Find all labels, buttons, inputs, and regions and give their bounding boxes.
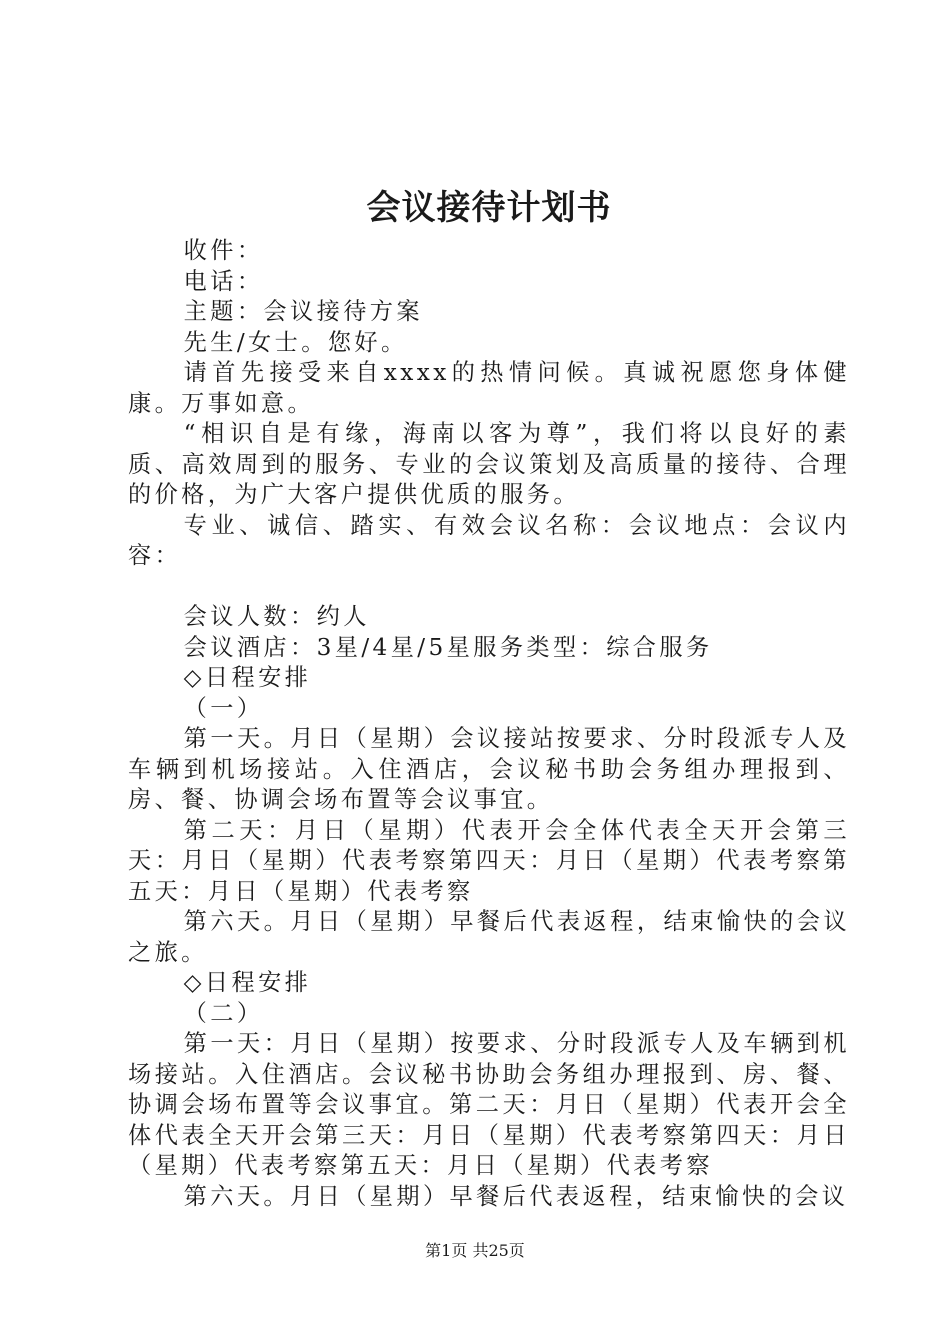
schedule-2-days-1-5: 第一天：月日（星期）按要求、分时段派专人及车辆到机场接站。入住酒店。会议秘书协助会务组办理报到、房、餐、协调会场布置等会议事宜。第二天：月日（星期）代表开会全体代表全天开会第三天：月日（星期）代表考察第四天：月日（星期）代表考察第五天：月日（星期）代表考察 (128, 1030, 850, 1179)
hotel-line: 会议酒店：3星/4星/5星服务类型：综合服务 (183, 633, 713, 661)
schedule-1-day-6: 第六天。月日（星期）早餐后代表返程，结束愉快的会议之旅。 (128, 908, 850, 966)
schedule-2-day-6: 第六天。月日（星期）早餐后代表返程，结束愉快的会议 (183, 1182, 849, 1210)
schedule-1-days-2-5: 第二天：月日（星期）代表开会全体代表全天开会第三天：月日（星期）代表考察第四天：月日（星期）代表考察第五天：月日（星期）代表考察 (128, 816, 850, 905)
intro-paragraph: “相识自是有缘，海南以客为尊”，我们将以良好的素质、高效周到的服务、专业的会议策划及高质量的接待、合理的价格，为广大客户提供优质的服务。 (128, 420, 850, 508)
recipient-line: 收件： (183, 237, 264, 264)
blank-line (128, 572, 850, 603)
schedule-1-day-1: 第一天。月日（星期）会议接站按要求、分时段派专人及车辆到机场接站。入住酒店，会议秘书助会务组办理报到、房、餐、协调会场布置等会议事宜。 (128, 725, 850, 813)
document-body (128, 236, 850, 1212)
schedule-heading-1: ◇日程安排 (183, 664, 312, 691)
document-title: 会议接待计划书 (366, 188, 612, 228)
subject-line: 主题：会议接待方案 (183, 298, 423, 325)
page-number-footer: 第1页 共25页 (425, 1241, 525, 1260)
salutation: 先生/女士。您好。 (183, 328, 408, 356)
meeting-info-line: 专业、诚信、踏实、有效会议名称：会议地点：会议内容： (128, 511, 850, 569)
attendee-count-line: 会议人数：约人 (183, 603, 370, 630)
schedule-subheading-2: （二） (183, 999, 264, 1027)
schedule-heading-2: ◇日程安排 (183, 969, 312, 996)
schedule-subheading-1: （一） (183, 694, 264, 722)
greeting-paragraph: 请首先接受来自xxxx的热情问候。真诚祝愿您身体健康。万事如意。 (128, 359, 850, 417)
phone-line: 电话： (183, 267, 264, 295)
